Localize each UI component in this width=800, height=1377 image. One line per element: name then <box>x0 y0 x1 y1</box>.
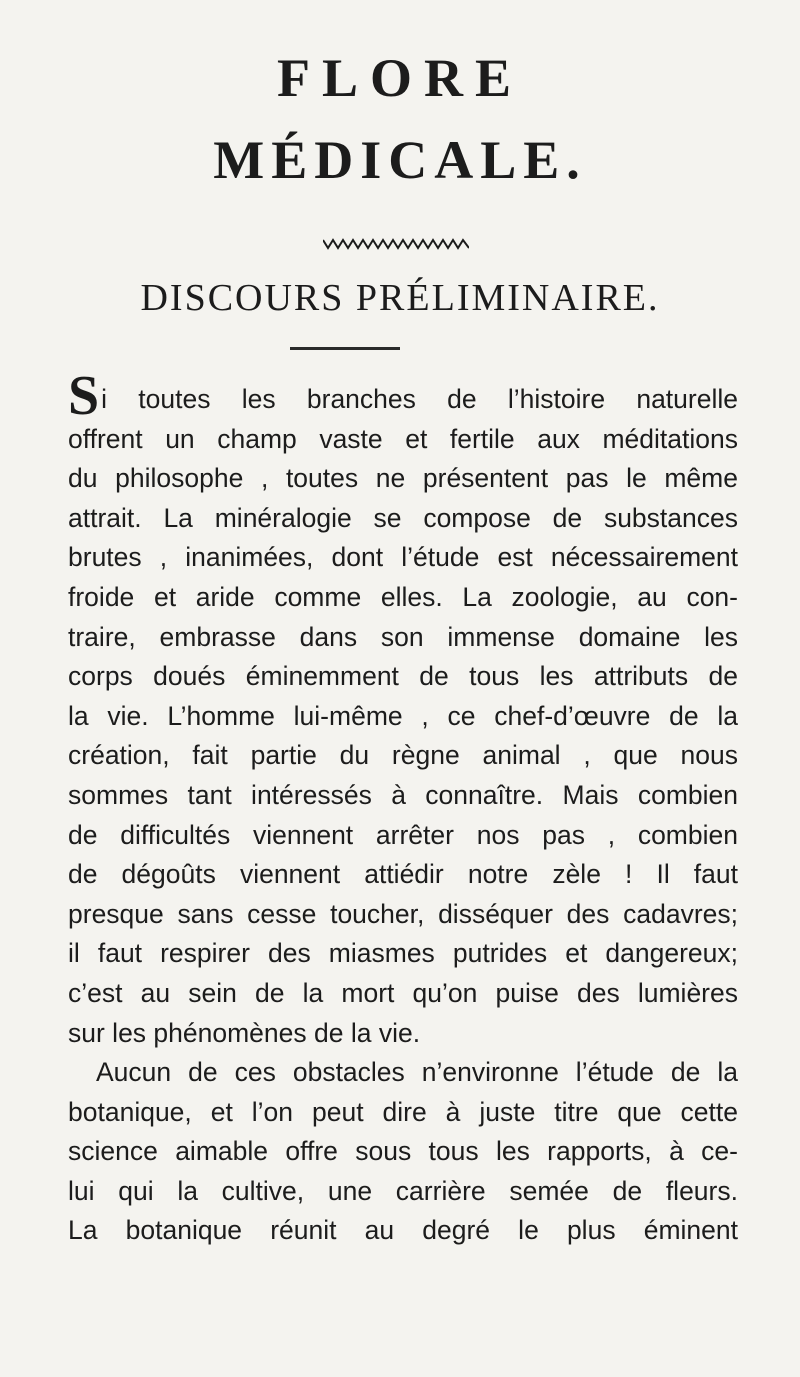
text-line: attrait. La minéralogie se compose de substances <box>68 502 738 533</box>
text-line: La botanique réunit au degré le plus éminent <box>68 1215 738 1246</box>
title-line-1: FLORE <box>276 48 524 108</box>
text-line: Aucun de ces obstacles n’environne l’étude de la <box>96 1057 738 1088</box>
text-line: c’est au sein de la mort qu’on puise des lumières <box>68 977 738 1008</box>
drop-cap: S <box>68 365 100 427</box>
subtitle: DISCOURS PRÉLIMINAIRE. <box>140 277 660 319</box>
text-line: sur les phénomènes de la vie. <box>68 1017 421 1048</box>
text-line: lui qui la cultive, une carrière semée de fleurs. <box>68 1175 738 1206</box>
text-line: la vie. L’homme lui-même , ce chef-d’œuvre de la <box>68 700 738 731</box>
title-line-2: MÉDICALE. <box>213 130 587 190</box>
text-line: offrent un champ vaste et fertile aux méditations <box>68 423 738 454</box>
text-line: de difficultés viennent arrêter nos pas , combien <box>68 819 738 850</box>
divider-rule <box>290 347 400 350</box>
text-line: il faut respirer des miasmes putrides et dangereux; <box>68 938 738 969</box>
text-line: brutes , inanimées, dont l’étude est nécessairement <box>68 542 738 573</box>
text-line: de dégoûts viennent attiédir notre zèle ! Il faut <box>68 859 738 890</box>
body-text <box>68 365 738 1251</box>
text-line: création, fait partie du règne animal , que nous <box>68 740 738 771</box>
text-line: du philosophe , toutes ne présentent pas le même <box>68 463 738 494</box>
text-line: traire, embrasse dans son immense domaine les <box>68 621 738 652</box>
text-line: botanique, et l’on peut dire à juste titre que cette <box>68 1096 738 1127</box>
text-line <box>68 365 738 427</box>
text-line: corps doués éminemment de tous les attributs de <box>68 661 738 692</box>
first-line-text: i toutes les branches de l’histoire naturelle <box>101 384 738 414</box>
text-line: froide et aride comme elles. La zoologie, au con- <box>68 581 738 612</box>
text-line: sommes tant intéressés à connaître. Mais combien <box>68 779 738 810</box>
wavy-ornament-icon <box>323 237 469 251</box>
text-line: presque sans cesse toucher, disséquer des cadavres; <box>68 898 738 929</box>
text-line: science aimable offre sous tous les rapports, à ce- <box>68 1136 738 1167</box>
